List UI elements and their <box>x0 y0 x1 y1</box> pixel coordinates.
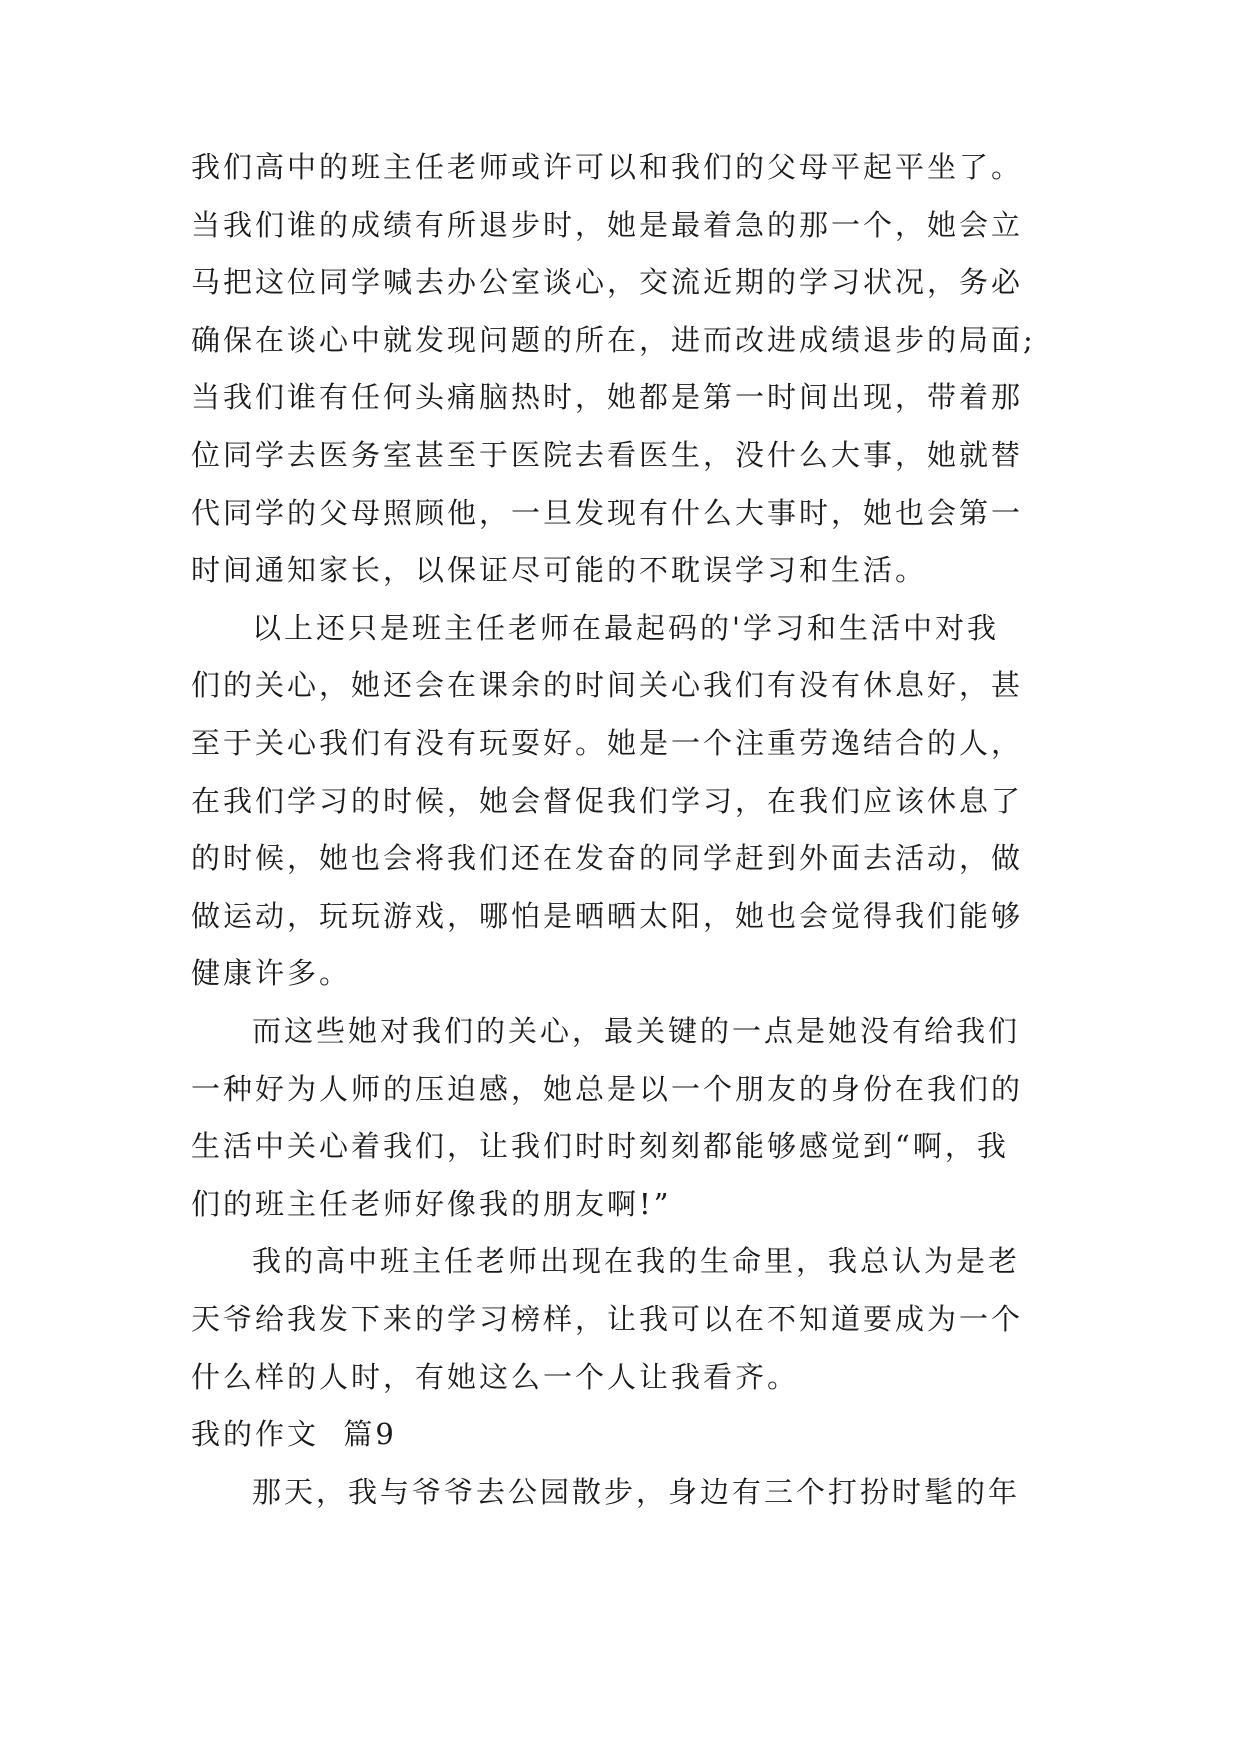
text-line: 那天，我与爷爷去公园散步，身边有三个打扮时髦的年 <box>252 1475 1021 1509</box>
text-line: 们的关心，她还会在课余的时间关心我们有没有休息好，甚 <box>191 668 1024 702</box>
text-line: 以上还只是班主任老师在最起码的'学习和生活中对我 <box>252 611 999 645</box>
text-line: 确保在谈心中就发现问题的所在，进而改进成绩退步的局面; <box>191 323 1036 357</box>
text-line: 而这些她对我们的关心，最关键的一点是她没有给我们 <box>252 1014 1021 1048</box>
text-line: 当我们谁的成绩有所退步时，她是最着急的那一个，她会立 <box>191 208 1024 242</box>
text-line: 位同学去医务室甚至于医院去看医生，没什么大事，她就替 <box>191 438 1024 472</box>
text-line: 天爷给我发下来的学习榜样，让我可以在不知道要成为一个 <box>191 1302 1024 1336</box>
text-line: 马把这位同学喊去办公室谈心，交流近期的学习状况，务必 <box>191 265 1024 299</box>
text-line: 在我们学习的时候，她会督促我们学习，在我们应该休息了 <box>191 784 1024 818</box>
section-heading: 我的作文 篇9 <box>191 1417 397 1451</box>
text-line: 们的班主任老师好像我的朋友啊!” <box>191 1187 672 1221</box>
text-line: 的时候，她也会将我们还在发奋的同学赶到外面去活动，做 <box>191 841 1024 875</box>
text-line: 做运动，玩玩游戏，哪怕是晒晒太阳，她也会觉得我们能够 <box>191 899 1024 933</box>
text-line: 健康许多。 <box>191 956 352 990</box>
text-line: 一种好为人师的压迫感，她总是以一个朋友的身份在我们的 <box>191 1072 1024 1106</box>
text-line: 当我们谁有任何头痛脑热时，她都是第一时间出现，带着那 <box>191 380 1024 414</box>
text-line: 至于关心我们有没有玩耍好。她是一个注重劳逸结合的人， <box>191 726 1024 760</box>
text-line: 代同学的父母照顾他，一旦发现有什么大事时，她也会第一 <box>191 496 1024 530</box>
text-line: 我们高中的班主任老师或许可以和我们的父母平起平坐了。 <box>191 150 1024 184</box>
text-line: 什么样的人时，有她这么一个人让我看齐。 <box>191 1360 800 1394</box>
text-line: 时间通知家长，以保证尽可能的不耽误学习和生活。 <box>191 553 928 587</box>
text-line: 我的高中班主任老师出现在我的生命里，我总认为是老 <box>252 1244 1021 1278</box>
text-line: 生活中关心着我们，让我们时时刻刻都能够感觉到“啊，我 <box>191 1129 1009 1163</box>
